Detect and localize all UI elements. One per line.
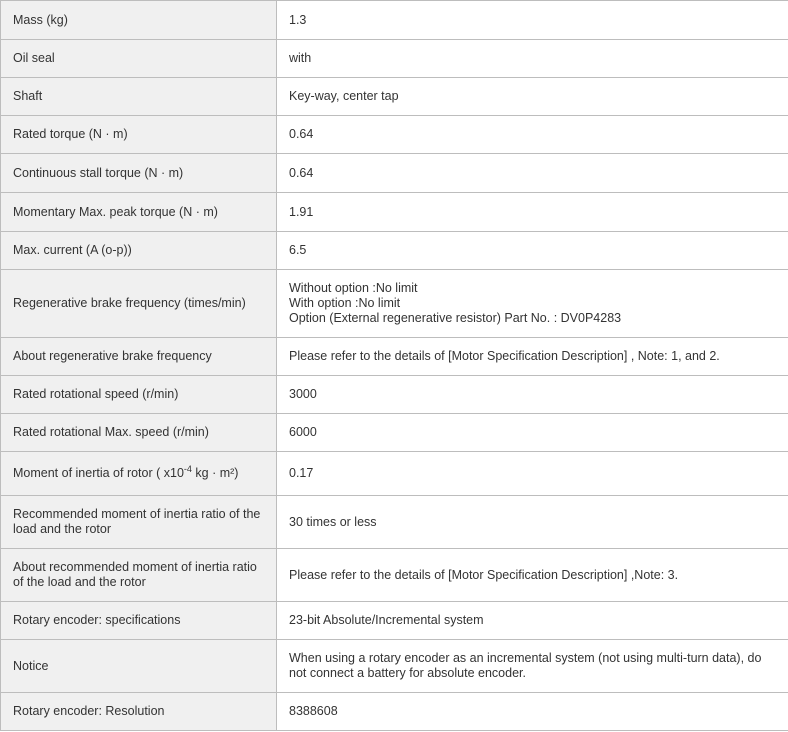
table-row [1,270,788,338]
spec-label: Oil seal [1,40,277,78]
spec-label: Rotary encoder: specifications [1,602,277,640]
spec-value: 23-bit Absolute/Incremental system [277,602,788,640]
table-row [1,40,788,78]
spec-value: 6.5 [277,232,788,270]
table-row [1,414,788,452]
spec-label: Regenerative brake frequency (times/min) [1,270,277,338]
table-row [1,602,788,640]
spec-label-suffix: kg · m²) [191,466,239,480]
table-row [1,193,788,232]
table-row [1,232,788,270]
table-row [1,338,788,376]
spec-label: Recommended moment of inertia ratio of the load and the rotor [1,496,277,549]
spec-label: Shaft [1,78,277,116]
spec-value: Please refer to the details of [Motor Specification Description] , Note: 1, and 2. [277,338,788,376]
spec-value: with [277,40,788,78]
table-row [1,452,788,496]
spec-value: 30 times or less [277,496,788,549]
spec-label: About recommended moment of inertia ratio of the load and the rotor [1,549,277,602]
table-row [1,78,788,116]
table-row [1,640,788,693]
spec-label: Notice [1,640,277,693]
spec-label: Mass (kg) [1,1,277,40]
spec-label: Rated torque (N · m) [1,116,277,154]
table-row [1,549,788,602]
spec-value: 1.91 [277,193,788,232]
spec-label: Rotary encoder: Resolution [1,693,277,731]
spec-label: Rated rotational Max. speed (r/min) [1,414,277,452]
spec-label-prefix: Moment of inertia of rotor ( x10 [13,466,184,480]
table-row [1,496,788,549]
table-row [1,376,788,414]
spec-label: About regenerative brake frequency [1,338,277,376]
spec-value: 0.17 [277,452,788,496]
spec-value: 8388608 [277,693,788,731]
spec-label [1,452,277,496]
spec-label: Momentary Max. peak torque (N · m) [1,193,277,232]
spec-label: Rated rotational speed (r/min) [1,376,277,414]
spec-label: Continuous stall torque (N · m) [1,154,277,193]
table-row [1,693,788,731]
table-row [1,1,788,40]
table-row [1,116,788,154]
table-row [1,154,788,193]
spec-value: Key-way, center tap [277,78,788,116]
spec-value: When using a rotary encoder as an incremental system (not using multi-turn data), do not connect a battery for absolute encoder. [277,640,788,693]
spec-value: Please refer to the details of [Motor Specification Description] ,Note: 3. [277,549,788,602]
spec-label: Max. current (A (o-p)) [1,232,277,270]
spec-value: 0.64 [277,154,788,193]
spec-value: 1.3 [277,1,788,40]
spec-value: Without option :No limit With option :No limit Option (External regenerative resistor) Part No. : DV0P4283 [277,270,788,338]
spec-label-exponent: -4 [183,463,192,474]
spec-value: 0.64 [277,116,788,154]
spec-value: 6000 [277,414,788,452]
spec-value: 3000 [277,376,788,414]
